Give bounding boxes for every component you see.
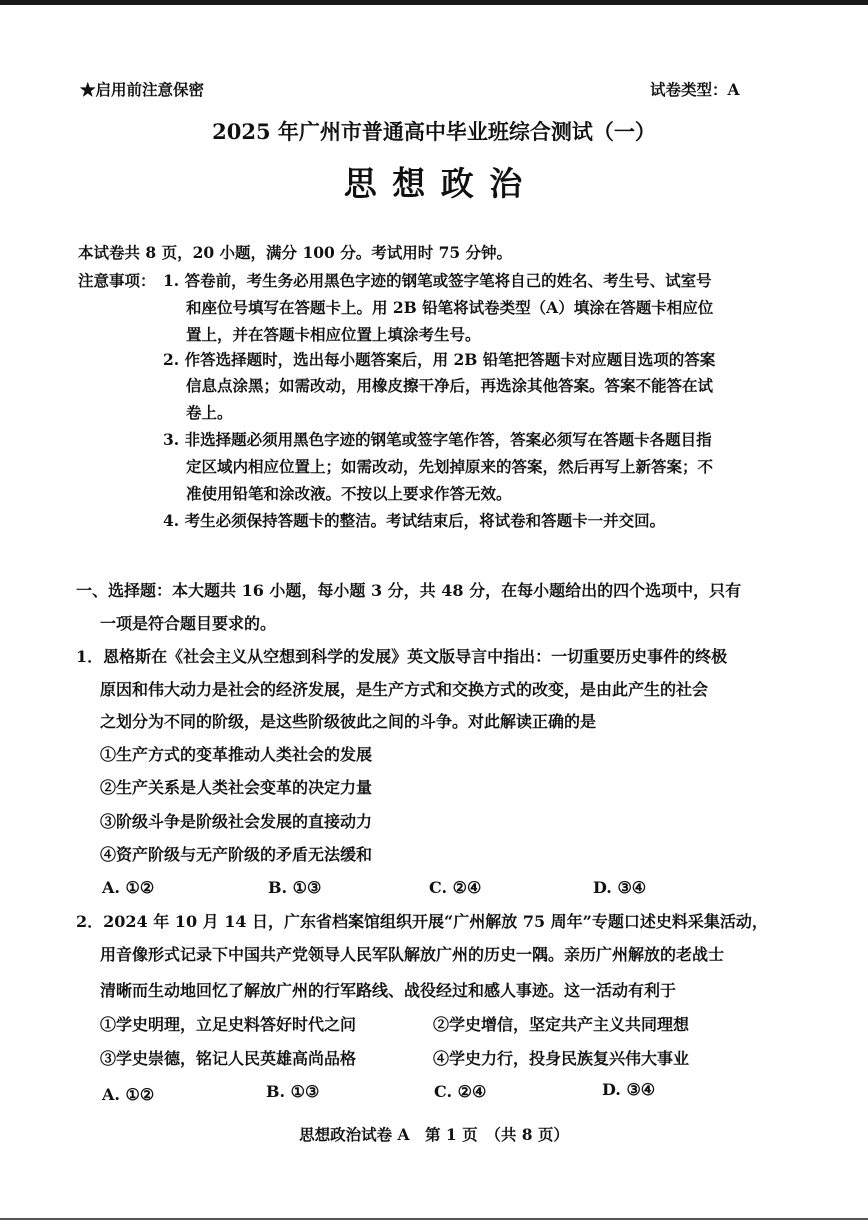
- q1-statement: ③阶级斗争是阶级社会发展的直接动力: [100, 812, 373, 831]
- q1-stem-line: 1．恩格斯在《社会主义从空想到科学的发展》英文版导言中指出：一切重要历史事件的终极: [76, 647, 728, 666]
- page-footer: 思想政治试卷 A 第 1 页 （共 8 页）: [299, 1125, 569, 1144]
- exam-intro: 本试卷共 8 页，20 小题，满分 100 分。考试用时 75 分钟。: [78, 243, 513, 262]
- q1-option-d[interactable]: D. ③④: [593, 878, 647, 897]
- note-line: 2. 作答选择题时，选出每小题答案后，用 2B 铅笔把答题卡对应题目选项的答案: [163, 350, 716, 369]
- q2-stem-line: 用音像形式记录下中国共产党领导人民军队解放广州的历史一隅。亲历广州解放的老战士: [100, 945, 725, 964]
- q2-statement: ②学史增信，坚定共产主义共同理想: [433, 1015, 690, 1034]
- note-line: 4. 考生必须保持答题卡的整洁。考试结束后，将试卷和答题卡一并交回。: [163, 511, 666, 530]
- note-line: 1. 答卷前，考生务必用黑色字迹的钢笔或签字笔将自己的姓名、考生号、试室号: [163, 271, 712, 290]
- q2-statement: ①学史明理，立足史料答好时代之问: [100, 1015, 357, 1034]
- q1-stem-line: 原因和伟大动力是社会的经济发展，是生产方式和交换方式的改变，是由此产生的社会: [100, 680, 709, 699]
- q1-option-b[interactable]: B. ①③: [268, 878, 322, 897]
- notes-label: 注意事项：: [78, 271, 156, 290]
- subject-title: 思 想 政 治: [343, 164, 525, 203]
- note-line: 定区域内相应位置上；如需改动，先划掉原来的答案，然后再写上新答案；不: [186, 457, 714, 476]
- note-line: 准使用铅笔和涂改液。不按以上要求作答无效。: [186, 484, 512, 503]
- q1-statement: ①生产方式的变革推动人类社会的发展: [100, 745, 373, 764]
- confidential-notice: ★启用前注意保密: [80, 80, 205, 99]
- note-line: 信息点涂黑；如需改动，用橡皮擦干净后，再选涂其他答案。答案不能答在试: [186, 376, 714, 395]
- note-line: 卷上。: [186, 403, 233, 422]
- q1-statement: ②生产关系是人类社会变革的决定力量: [100, 778, 373, 797]
- q1-option-a[interactable]: A. ①②: [102, 878, 155, 897]
- note-line: 和座位号填写在答题卡上。用 2B 铅笔将试卷类型（A）填涂在答题卡相应位: [186, 298, 714, 317]
- q2-option-a[interactable]: A. ①②: [102, 1085, 155, 1104]
- q1-option-c[interactable]: C. ②④: [429, 878, 482, 897]
- section-heading-cont: 一项是符合题目要求的。: [100, 614, 277, 633]
- q2-stem-line: 2．2024 年 10 月 14 日，广东省档案馆组织开展“广州解放 75 周年”专题口述史料采集活动，: [76, 912, 768, 931]
- q2-stem-line: 清晰而生动地回忆了解放广州的行军路线、战役经过和感人事迹。这一活动有利于: [100, 981, 677, 1000]
- bottom-border: [0, 1218, 868, 1220]
- q1-statement: ④资产阶级与无产阶级的矛盾无法缓和: [100, 845, 373, 864]
- paper-type: 试卷类型：A: [650, 80, 740, 99]
- q1-stem-line: 之划分为不同的阶级，是这些阶级彼此之间的斗争。对此解读正确的是: [100, 712, 597, 731]
- q2-statement: ④学史力行，投身民族复兴伟大事业: [433, 1049, 690, 1068]
- q2-statement: ③学史崇德，铭记人民英雄高尚品格: [100, 1049, 357, 1068]
- exam-title: 2025 年广州市普通高中毕业班综合测试（一）: [212, 119, 656, 144]
- section-heading: 一、选择题：本大题共 16 小题，每小题 3 分，共 48 分，在每小题给出的四个选项中，只有: [76, 581, 742, 600]
- q2-option-d[interactable]: D. ③④: [602, 1080, 656, 1099]
- note-line: 3. 非选择题必须用黑色字迹的钢笔或签字笔作答，答案必须写在答题卡各题目指: [163, 430, 712, 449]
- q2-option-b[interactable]: B. ①③: [266, 1082, 320, 1101]
- top-border: [0, 0, 868, 5]
- note-line: 置上，并在答题卡相应位置上填涂考生号。: [186, 325, 481, 344]
- q2-option-c[interactable]: C. ②④: [434, 1082, 487, 1101]
